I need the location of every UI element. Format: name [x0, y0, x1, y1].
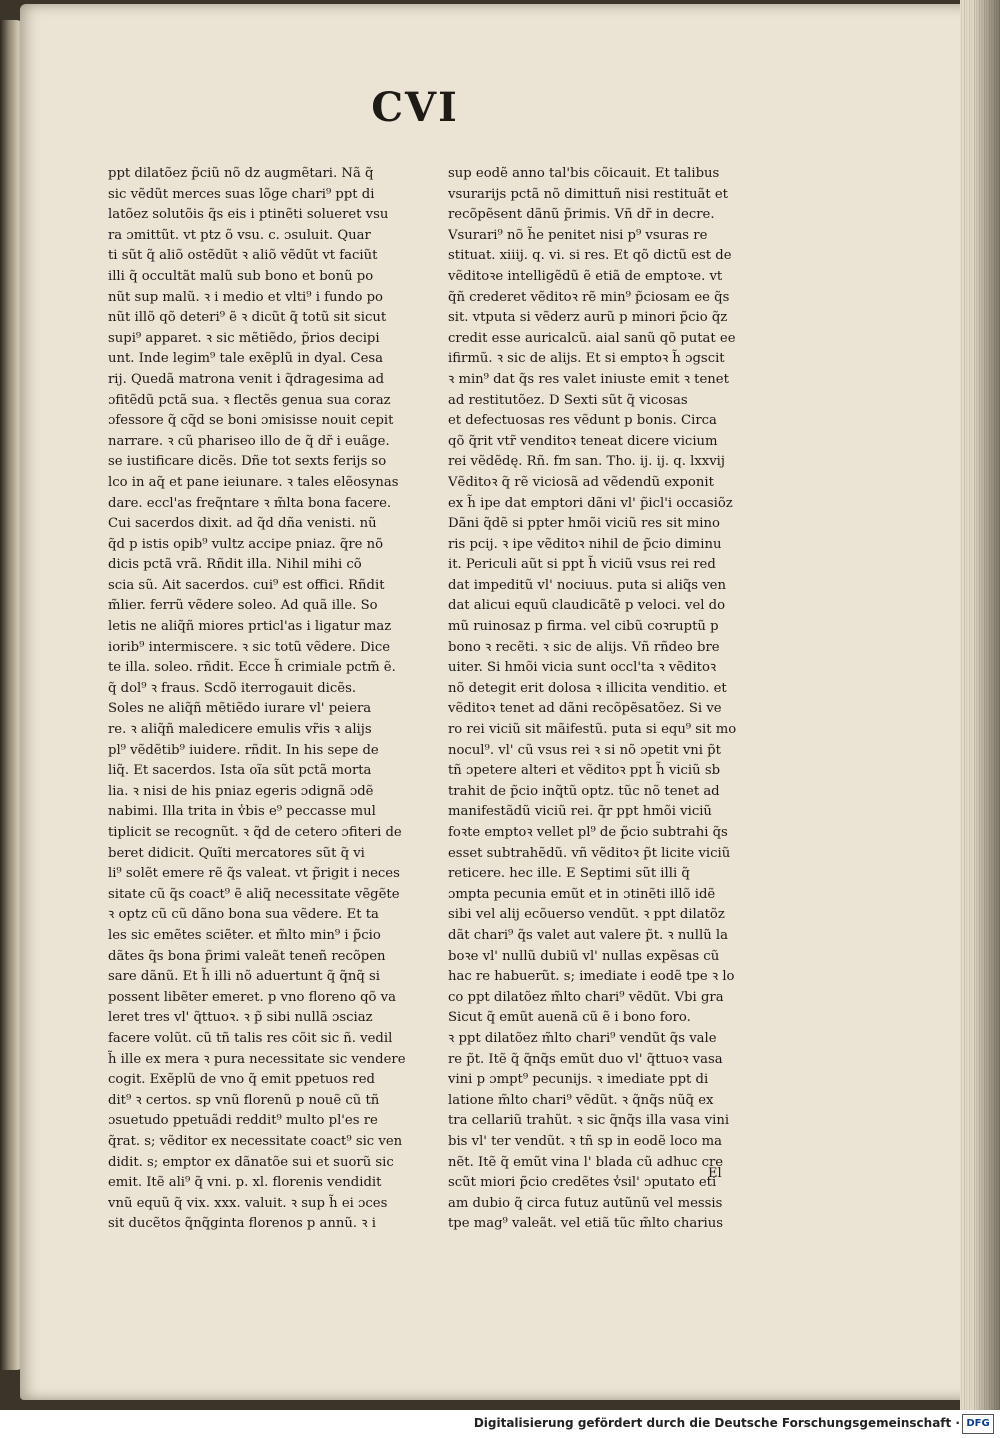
text-line: ifirmũ. ꝛ sic de alijs. Et si emptoꝛ h̃ ɔgscit [448, 351, 725, 367]
text-line: ɔfitẽdũ pctã sua. ꝛ flectẽs genua sua coraz [108, 392, 391, 408]
text-line: rij. Quedã matrona venit i q̃dragesima ad [108, 371, 385, 387]
right-text-column [448, 164, 793, 1235]
text-line: ɔfessore q̃ cq̃d se boni ɔmisisse nouit cepit [108, 413, 394, 429]
text-line: cogit. Exẽplũ de vno q̃ emit ppetuos red [108, 1072, 375, 1088]
text-line: uiter. Si hmõi vicia sunt occl'ta ꝛ vẽditoꝛ [448, 660, 717, 676]
text-line: sitate cũ q̃s coact⁹ ẽ aliq̃ necessitate vẽgẽte [108, 886, 400, 902]
text-line: bono ꝛ recẽti. ꝛ sic de alijs. Vñ rñdeo bre [448, 639, 720, 655]
text-line: vẽditoꝛ tenet ad dãni recõpẽsatõez. Si ve [448, 701, 722, 717]
text-line: tra cellariũ trahũt. ꝛ sic q̃nq̃s illa vasa vini [448, 1113, 730, 1129]
text-line: esset subtrahẽdũ. vñ vẽditoꝛ p̃t licite viciũ [448, 845, 731, 861]
left-text-column [108, 164, 428, 1235]
text-line: nẽt. Itẽ q̃ emũt vina l' blada cũ adhuc cre [448, 1154, 724, 1170]
text-line: dãt chari⁹ q̃s valet aut valere p̃t. ꝛ nullũ la [448, 927, 729, 943]
text-line: q̃rat. s; vẽditor ex necessitate coact⁹ sic ven [108, 1133, 403, 1149]
text-line: vini p ɔmpt⁹ pecunijs. ꝛ imediate ppt di [448, 1072, 709, 1088]
text-line: beret didicit. Quĩti mercatores sũt q̃ vi [108, 845, 365, 861]
text-line: m̃lier. ferrũ vẽdere soleo. Ad quã ille. So [108, 598, 378, 614]
text-line: narrare. ꝛ cũ phariseo illo de q̃ dr̃ i euãge. [108, 433, 390, 449]
text-line: re. ꝛ aliq̃ñ maledicere emulis vr̃is ꝛ alijs [108, 722, 372, 738]
text-line: Sicut q̃ emũt auenã cũ ẽ i bono foro. [448, 1010, 691, 1026]
text-line: unt. Inde legim⁹ tale exẽplũ in dyal. Cesa [108, 351, 384, 367]
text-line: se iustificare dicẽs. Dñe tot sexts ferijs so [108, 454, 387, 470]
text-line: possent libẽter emeret. p vno floreno qõ va [108, 989, 396, 1005]
text-line: vnũ equũ q̃ vix. xxx. valuit. ꝛ sup h̃ ei ɔces [108, 1195, 388, 1211]
text-line: supi⁹ apparet. ꝛ sic mẽtiẽdo, p̃rios decipi [108, 330, 380, 346]
text-line: li⁹ solẽt emere rẽ q̃s valeat. vt p̃rigit i neces [108, 866, 400, 882]
text-line: tiplicit se recognũt. ꝛ q̃d de cetero ɔfiteri de [108, 825, 402, 840]
text-line: didit. s; emptor ex dãnatõe sui et suorũ sic [108, 1154, 394, 1170]
text-line: ꝛ min⁹ dat q̃s res valet iniuste emit ꝛ tenet [448, 371, 729, 387]
text-line: recõpẽsent dãnũ p̃rimis. Vñ dr̃ in decre. [448, 207, 715, 223]
text-line: mũ ruinosaz p firma. vel cibũ coꝛruptũ p [448, 619, 719, 635]
text-line: it. Periculi aũt si ppt h̃ viciũ vsus rei red [448, 557, 716, 573]
text-line: trahit de p̃cio inq̃tũ optz. tũc nõ tenet ad [448, 783, 720, 799]
text-line: ti sũt q̃ aliõ ostẽdũt ꝛ aliõ vẽdũt vt faciũt [108, 248, 378, 264]
text-line: Soles ne aliq̃ñ mẽtiẽdo iurare vl' peiera [108, 701, 372, 717]
text-line: foꝛte emptoꝛ vellet pl⁹ de p̃cio subtrahi q̃s [448, 825, 728, 840]
text-line: rei vẽdẽdę. Rñ. fm san. Tho. ij. ij. q. lxxvij [448, 454, 725, 470]
text-line: lco in aq̃ et pane ieiunare. ꝛ tales elẽosynas [108, 474, 399, 490]
folio-number: CVI [371, 84, 459, 131]
text-line: hac re habuerũt. s; imediate i eodẽ tpe ꝛ lo [448, 969, 735, 985]
text-line: scia sũ. Ait sacerdos. cui⁹ est offici. Rñdit [108, 577, 385, 593]
text-line: q̃ñ crederet vẽditoꝛ rẽ min⁹ p̃ciosam ee q̃s [448, 289, 730, 305]
text-line: letis ne aliq̃ñ miores prticl'as i ligatur maz [108, 619, 392, 635]
text-line: bis vl' ter vendũt. ꝛ tñ sp in eodẽ loco ma [448, 1133, 723, 1149]
text-line: dit⁹ ꝛ certos. sp vnũ florenũ p nouẽ cũ tñ [108, 1092, 380, 1108]
text-line: ꝛ ppt dilatõez m̃lto chari⁹ vendũt q̃s vale [448, 1030, 717, 1046]
text-line: iorib⁹ intermiscere. ꝛ sic totũ vẽdere. Dice [108, 639, 391, 655]
page-edge-shadow [972, 0, 1000, 1410]
text-line: reticere. hec ille. E Septimi sũt illi q̃ [448, 866, 690, 882]
text-line: vsurarijs pctã nõ dimittuñ nisi restituãt et [448, 186, 728, 202]
text-line: ra ɔmittũt. vt ptz õ vsu. c. ɔsuluit. Quar [108, 227, 371, 243]
text-line: q̃d p istis opib⁹ vultz accipe pniaz. q̃re nõ [108, 536, 384, 552]
text-line: nũt sup malũ. ꝛ i medio et vlti⁹ i fundo po [108, 289, 383, 305]
text-line: liq̃. Et sacerdos. Ista oĩa sũt pctã morta [108, 763, 372, 779]
text-line: nõ detegit erit dolosa ꝛ illicita venditio. et [448, 680, 727, 696]
text-line: facere volũt. cũ tñ talis res cõit sic ñ. vedil [108, 1030, 393, 1046]
text-line: vẽditoꝛe intelligẽdũ ẽ etiã de emptoꝛe. vt [448, 268, 723, 284]
text-line: ex h̃ ipe dat emptori dãni vl' p̃icl'i occasiõz [448, 495, 733, 511]
book-page [20, 4, 975, 1400]
text-line: dat alicui equũ claudicãtẽ p veloci. vel do [448, 598, 726, 614]
footer-bar [0, 1410, 1000, 1438]
text-line: Cui sacerdos dixit. ad q̃d dña venisti. nũ [108, 516, 377, 532]
text-line: boꝛe vl' nullũ dubiũ vl' nullas expẽsas cũ [448, 948, 720, 964]
text-line: stituat. xiiij. q. vi. si res. Et qõ dictũ est de [448, 248, 732, 264]
text-line: latione m̃lto chari⁹ vẽdũt. ꝛ q̃nq̃s nũq̃ ex [448, 1092, 714, 1108]
text-line: dat impeditũ vl' nociuus. puta si aliq̃s ven [448, 577, 726, 593]
text-line: co ppt dilatõez m̃lto chari⁹ vẽdũt. Vbi gra [448, 989, 724, 1005]
text-line: dare. eccl'as freq̃ntare ꝛ m̃lta bona facere. [108, 495, 392, 511]
text-line: nocul⁹. vl' cũ vsus rei ꝛ si nõ ɔpetit vni p̃t [448, 742, 721, 758]
text-line: nũt illõ qõ deteri⁹ ẽ ꝛ dicũt q̃ totũ sit sicut [108, 310, 387, 326]
text-line: pl⁹ vẽdẽtib⁹ iuidere. rñdit. In his sepe de [108, 742, 379, 758]
text-line: Vsurari⁹ nõ h̃e penitet nisi p⁹ vsuras re [448, 227, 708, 243]
text-line: Vẽditoꝛ q̃ rẽ viciosã ad vẽdendũ exponit [448, 474, 714, 490]
text-line: illi q̃ occultãt malũ sub bono et bonũ po [108, 268, 374, 284]
text-line: ro rei viciũ sit mãifestũ. puta si equ⁹ sit mo [448, 722, 737, 738]
text-line: sit ducẽtos q̃nq̃ginta florenos p annũ. ꝛ i [108, 1216, 376, 1232]
text-line: scũt miori p̃cio credẽtes v̾sil' ɔputato eti [448, 1175, 717, 1191]
text-line: nabimi. Illa trita in v̾bis e⁹ peccasse mul [108, 804, 376, 820]
text-line: qõ q̃rit vtr̃ venditoꝛ teneat dicere vicium [448, 433, 718, 449]
text-line: q̃ dol⁹ ꝛ fraus. Scdõ iterrogauit dicẽs. [108, 680, 357, 696]
text-line: h̃ ille ex mera ꝛ pura necessitate sic vendere [108, 1051, 406, 1067]
text-line: emit. Itẽ ali⁹ q̃ vni. p. xl. florenis vendidit [108, 1175, 382, 1191]
text-line: sibi vel alij ecõuerso vendũt. ꝛ ppt dilatõz [448, 907, 725, 923]
text-line: lia. ꝛ nisi de his pniaz egeris ɔdignã ɔdẽ [108, 783, 374, 799]
footer-credit: Digitalisierung gefördert durch die Deutsche Forschungsgemeinschaft · [473, 1416, 960, 1430]
text-line: dãtes q̃s bona p̃rimi valeãt teneñ recõpen [108, 948, 386, 964]
text-line: tpe mag⁹ valeãt. vel etiã tũc m̃lto charius [448, 1216, 723, 1232]
text-line: sic vẽdũt merces suas lõge chari⁹ ppt di [108, 186, 375, 202]
text-line: sup eodẽ anno tal'bis cõicauit. Et talibus [448, 166, 720, 181]
text-line: ppt dilatõez p̃ciũ nõ dz augmẽtari. Nã q̃ [108, 166, 374, 181]
text-line: sit. vtputa si vẽderz aurũ p minori p̃cio q̃z [448, 310, 728, 326]
text-line: tñ ɔpetere alteri et vẽditoꝛ ppt h̃ viciũ sb [448, 763, 721, 779]
text-line: latõez solutõis q̃s eis i ptinẽti solueret vsu [108, 207, 389, 223]
text-line: et defectuosas res vẽdunt p bonis. Circa [448, 413, 717, 429]
text-line: ꝛ optz cũ cũ dãno bona sua vẽdere. Et ta [108, 907, 379, 923]
text-line: am dubio q̃ circa futuz autũnũ vel messis [448, 1195, 723, 1211]
text-line: Dãni q̃dẽ si ppter hmõi viciũ res sit mino [448, 516, 720, 532]
text-line: ɔmpta pecunia emũt et in ɔtinẽti illõ idẽ [448, 886, 716, 902]
text-line: leret tres vl' q̃ttuoꝛ. ꝛ p̃ sibi nullã ɔsciaz [108, 1010, 373, 1026]
catchword: El [708, 1166, 722, 1181]
text-line: dicis pctã vrã. Rñdit illa. Nihil mihi cõ [108, 557, 362, 573]
text-line: ris pcij. ꝛ ipe vẽditoꝛ nihil de p̃cio diminu [448, 536, 722, 552]
text-line: credit esse auricalcũ. aial sanũ qõ putat ee [448, 330, 736, 346]
text-line: te illa. soleo. rñdit. Ecce h̃ crimiale pctm̃ ẽ. [108, 660, 396, 676]
dfg-logo: DFG [962, 1414, 994, 1434]
text-line: les sic emẽtes sciẽter. et m̃lto min⁹ i p̃cio [108, 927, 381, 943]
text-line: sare dãnũ. Et h̃ illi nõ aduertunt q̃ q̃nq̃ si [108, 969, 380, 985]
text-line: ɔsuetudo ppetuãdi reddit⁹ multo pl'es re [108, 1113, 378, 1129]
text-line: re p̃t. Itẽ q̃ q̃nq̃s emũt duo vl' q̃ttuoꝛ vasa [448, 1051, 723, 1067]
text-line: manifestãdũ viciũ rei. q̃r ppt hmõi viciũ [448, 804, 712, 820]
text-line: ad restitutõez. D Sexti sũt q̃ vicosas [448, 392, 688, 408]
